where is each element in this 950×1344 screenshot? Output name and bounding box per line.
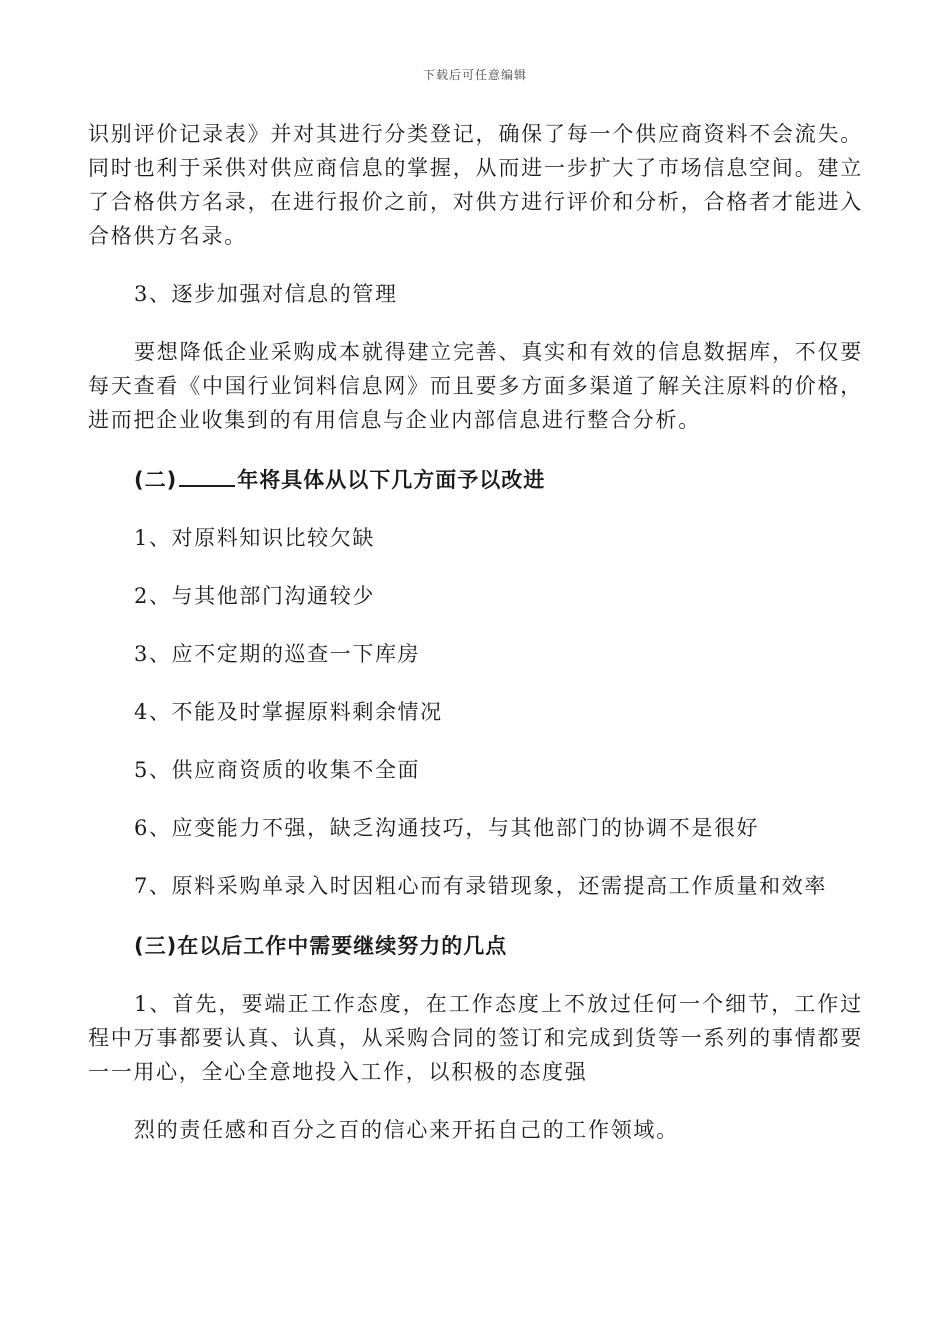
- list-item: 3、应不定期的巡查一下库房: [134, 642, 421, 666]
- section-heading-improvements: [88, 463, 863, 497]
- section-heading-future-efforts: (三)在以后工作中需要继续努力的几点: [134, 934, 508, 958]
- list-item: 1、对原料知识比较欠缺: [134, 526, 375, 550]
- list-item: 6、应变能力不强，缺乏沟通技巧，与其他部门的协调不是很好: [134, 816, 760, 840]
- paragraph-supplier-records: 识别评价记录表》并对其进行分类登记，确保了每一个供应商资料不会流失。同时也利于采供对供应商信息的掌握，从而进一步扩大了市场信息空间。建立了合格供方名录，在进行报价之前，对供方进行评价和分析，合格者才能进入合格供方名录。: [88, 122, 863, 248]
- list-item: 7、原料采购单录入时因粗心而有录错现象，还需提高工作质量和效率: [134, 874, 827, 898]
- heading-suffix: 年将具体从以下几方面予以改进: [237, 468, 546, 492]
- document-body: [88, 117, 863, 1147]
- fill-in-blank: [179, 463, 235, 487]
- paragraph-work-attitude: 1、首先，要端正工作态度，在工作态度上不放过任何一个细节，工作过程中万事都要认真、认真，从采购合同的签订和完成到货等一系列的事情都要一一用心，全心全意地投入工作，以积极的态度强: [88, 992, 863, 1084]
- list-item: 5、供应商资质的收集不全面: [134, 758, 421, 782]
- heading-prefix: (二): [134, 468, 178, 492]
- paragraph-responsibility: 烈的责任感和百分之百的信心来开拓自己的工作领域。: [134, 1118, 679, 1142]
- section-item-information-management: 3、逐步加强对信息的管理: [134, 282, 398, 306]
- page-header-caption: 下载后可任意编辑: [422, 68, 527, 82]
- list-item: 4、不能及时掌握原料剩余情况: [134, 700, 443, 724]
- list-item: 2、与其他部门沟通较少: [134, 584, 375, 608]
- paragraph-information-database: 要想降低企业采购成本就得建立完善、真实和有效的信息数据库，不仅要每天查看《中国行业饲料信息网》而且要多方面多渠道了解关注原料的价格，进而把企业收集到的有用信息与企业内部信息进行整合分析。: [88, 340, 863, 432]
